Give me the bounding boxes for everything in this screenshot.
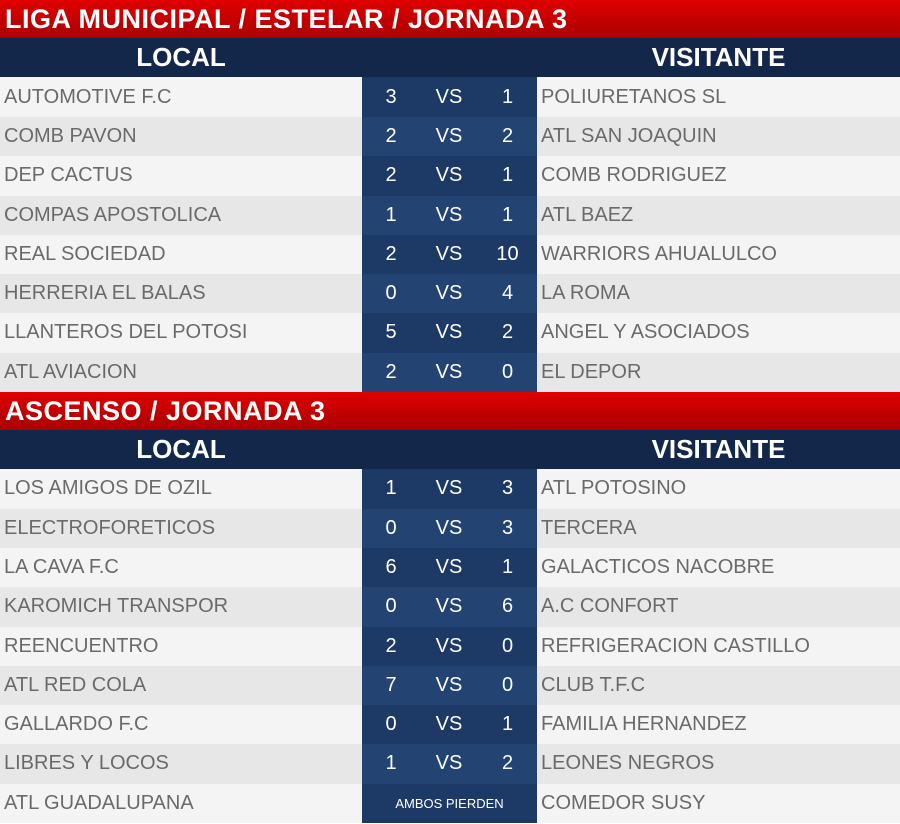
vs-label: VS [435, 125, 463, 148]
score-box [362, 469, 537, 509]
away-score: 2 [501, 752, 514, 775]
vs-label: VS [435, 516, 463, 539]
away-team: ANGEL Y ASOCIADOS [537, 313, 900, 352]
home-score: 1 [385, 203, 397, 226]
home-score: 2 [385, 242, 397, 265]
home-score: 2 [385, 164, 397, 187]
vs-label: VS [435, 556, 463, 579]
away-score: 10 [496, 242, 519, 265]
away-team: A.C CONFORT [537, 587, 900, 626]
score-box [362, 784, 537, 823]
vs-label: VS [435, 164, 463, 187]
score-box [362, 587, 537, 626]
away-team: REFRIGERACION CASTILLO [537, 627, 900, 666]
home-score: 0 [385, 713, 397, 736]
away-score: 0 [501, 360, 514, 383]
match-row [0, 313, 900, 352]
home-score: 1 [385, 477, 397, 500]
home-team: ATL AVIACION [0, 353, 362, 392]
score-box [362, 666, 537, 705]
local-column-label: LOCAL [136, 433, 226, 464]
column-header-ascenso [0, 430, 900, 469]
vs-label: VS [435, 634, 463, 657]
match-row [0, 274, 900, 313]
column-header-estelar [0, 38, 900, 77]
home-team: ELECTROFORETICOS [0, 509, 362, 548]
away-team: TERCERA [537, 509, 900, 548]
away-score: 0 [501, 634, 514, 657]
vs-label: VS [435, 282, 463, 305]
home-score: 5 [385, 321, 397, 344]
match-row [0, 666, 900, 705]
match-list-estelar [0, 77, 900, 392]
home-team: AUTOMOTIVE F.C [0, 77, 362, 117]
home-score: 3 [385, 85, 397, 108]
away-team: WARRIORS AHUALULCO [537, 235, 900, 274]
score-box [362, 627, 537, 666]
match-row [0, 77, 900, 117]
home-score: 1 [385, 752, 397, 775]
home-score: 0 [385, 595, 397, 618]
away-team: LEONES NEGROS [537, 744, 900, 783]
section-title-estelar: LIGA MUNICIPAL / ESTELAR / JORNADA 3 [0, 0, 900, 38]
home-team: GALLARDO F.C [0, 705, 362, 744]
vs-label: VS [435, 673, 463, 696]
home-team: LLANTEROS DEL POTOSI [0, 313, 362, 352]
score-box [362, 156, 537, 195]
match-row [0, 784, 900, 823]
match-row [0, 627, 900, 666]
away-score: 3 [501, 477, 514, 500]
vs-label: VS [435, 595, 463, 618]
home-team: DEP CACTUS [0, 156, 362, 195]
score-box [362, 117, 537, 156]
home-team: REAL SOCIEDAD [0, 235, 362, 274]
visitor-column-label: VISITANTE [651, 433, 786, 464]
vs-label: VS [435, 85, 463, 108]
match-row [0, 156, 900, 195]
away-score: 1 [501, 556, 514, 579]
score-box [362, 196, 537, 235]
home-team: LA CAVA F.C [0, 548, 362, 587]
result-note: AMBOS PIERDEN [395, 795, 504, 811]
visitor-column-label: VISITANTE [651, 42, 786, 72]
home-team: KAROMICH TRANSPOR [0, 587, 362, 626]
home-score: 2 [385, 634, 397, 657]
vs-label: VS [435, 203, 463, 226]
match-row [0, 353, 900, 392]
home-team: HERRERIA EL BALAS [0, 274, 362, 313]
home-team: LOS AMIGOS DE OZIL [0, 469, 362, 509]
away-score: 3 [501, 516, 514, 539]
match-list-ascenso [0, 469, 900, 823]
score-box [362, 353, 537, 392]
away-team: ATL SAN JOAQUIN [537, 117, 900, 156]
away-score: 2 [501, 321, 514, 344]
away-team: COMB RODRIGUEZ [537, 156, 900, 195]
home-team: ATL GUADALUPANA [0, 784, 362, 823]
home-score: 6 [385, 556, 397, 579]
home-score: 7 [385, 673, 397, 696]
match-row [0, 117, 900, 156]
home-score: 2 [385, 360, 397, 383]
match-row [0, 196, 900, 235]
vs-label: VS [435, 752, 463, 775]
match-row [0, 705, 900, 744]
away-score: 0 [501, 673, 514, 696]
vs-label: VS [435, 360, 463, 383]
match-row [0, 469, 900, 509]
match-row [0, 235, 900, 274]
home-score: 0 [385, 282, 397, 305]
away-score: 1 [501, 85, 514, 108]
away-score: 1 [501, 713, 514, 736]
away-score: 1 [501, 164, 514, 187]
match-row [0, 548, 900, 587]
away-score: 6 [501, 595, 514, 618]
away-score: 2 [501, 125, 514, 148]
away-score: 4 [501, 282, 514, 305]
home-team: COMPAS APOSTOLICA [0, 196, 362, 235]
home-team: ATL RED COLA [0, 666, 362, 705]
score-box [362, 509, 537, 548]
score-box [362, 235, 537, 274]
match-row [0, 587, 900, 626]
vs-label: VS [435, 477, 463, 500]
vs-label: VS [435, 242, 463, 265]
local-column-label: LOCAL [136, 42, 226, 72]
score-box [362, 548, 537, 587]
vs-label: VS [435, 321, 463, 344]
away-team: POLIURETANOS SL [537, 77, 900, 117]
away-team: GALACTICOS NACOBRE [537, 548, 900, 587]
home-team: LIBRES Y LOCOS [0, 744, 362, 783]
vs-label: VS [435, 713, 463, 736]
home-team: COMB PAVON [0, 117, 362, 156]
away-team: ATL POTOSINO [537, 469, 900, 509]
away-team: FAMILIA HERNANDEZ [537, 705, 900, 744]
score-box [362, 274, 537, 313]
score-box [362, 705, 537, 744]
away-team: CLUB T.F.C [537, 666, 900, 705]
score-box [362, 313, 537, 352]
away-team: LA ROMA [537, 274, 900, 313]
home-team: REENCUENTRO [0, 627, 362, 666]
away-team: EL DEPOR [537, 353, 900, 392]
match-row [0, 744, 900, 783]
away-team: COMEDOR SUSY [537, 784, 900, 823]
away-score: 1 [501, 203, 514, 226]
score-box [362, 744, 537, 783]
section-title-ascenso: ASCENSO / JORNADA 3 [0, 392, 900, 430]
home-score: 2 [385, 125, 397, 148]
away-team: ATL BAEZ [537, 196, 900, 235]
score-box [362, 77, 537, 117]
match-row [0, 509, 900, 548]
home-score: 0 [385, 516, 397, 539]
